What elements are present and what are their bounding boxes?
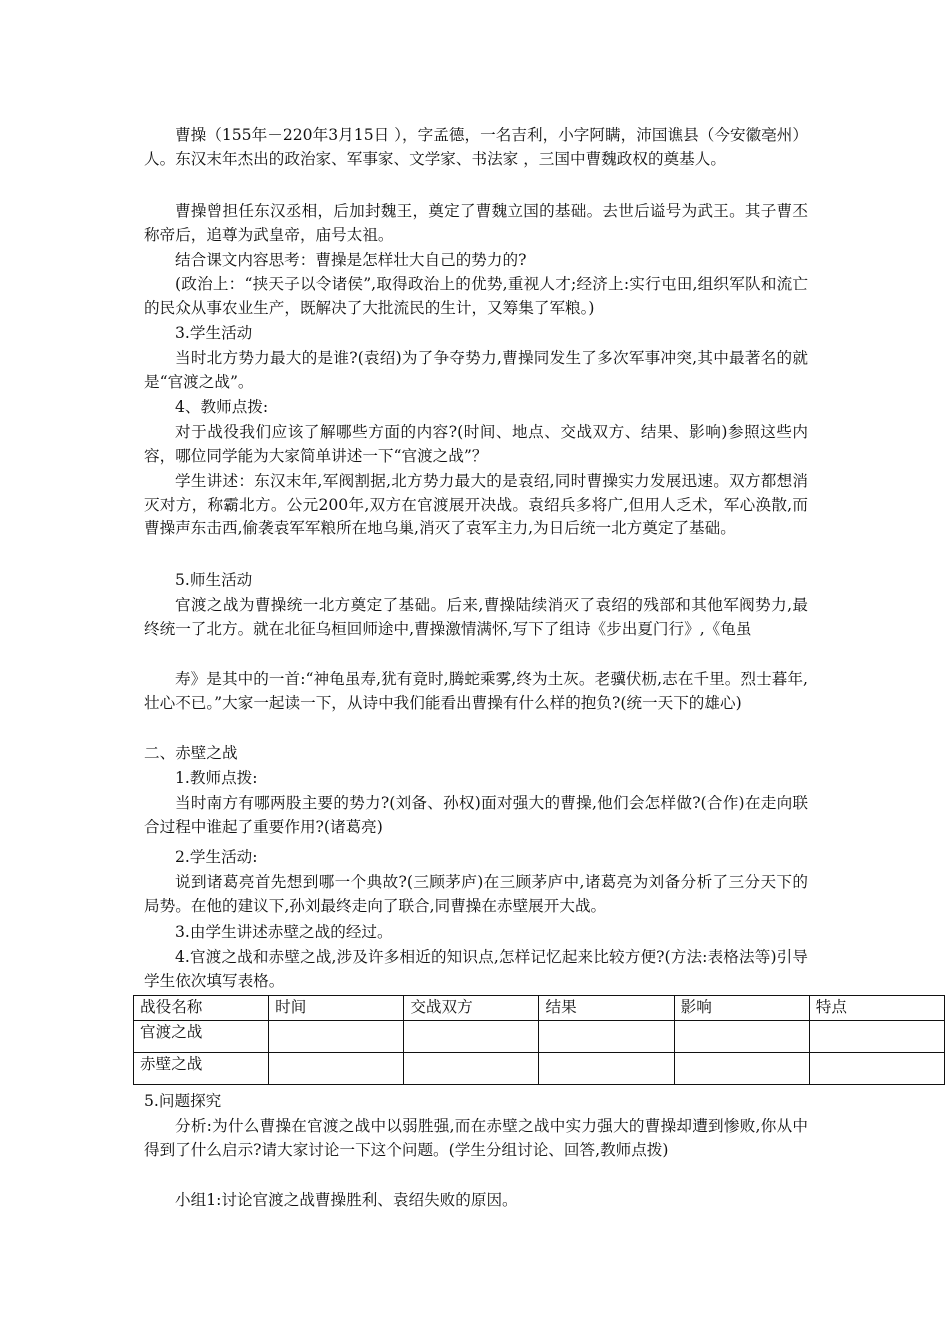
table-cell: 赤壁之战 <box>134 1053 269 1085</box>
heading-student-activity-2: 2.学生活动: <box>175 848 258 866</box>
paragraph-group-1: 小组1:讨论官渡之战曹操胜利、袁绍失败的原因。 <box>175 1191 518 1209</box>
table-row <box>134 1021 945 1053</box>
table-header-cell: 交战双方 <box>404 996 539 1021</box>
heading-teacher-guide-1: 1.教师点拨: <box>175 769 258 787</box>
heading-student-activity-3: 3.学生活动 <box>175 324 253 342</box>
paragraph-northern-power: 当时北方势力最大的是谁?(袁绍)为了争夺势力,曹操同发生了多次军事冲突,其中最著名的就是“官渡之战”。 <box>144 349 808 391</box>
table-cell <box>674 1021 809 1053</box>
table-cell <box>269 1053 404 1085</box>
paragraph-chibi-narration: 3.由学生讲述赤壁之战的经过。 <box>175 923 393 941</box>
paragraph-analysis-question: 分析:为什么曹操在官渡之战中以弱胜强,而在赤壁之战中实力强大的曹操却遭到惨败,你从中得到了什么启示?请大家讨论一下这个问题。(学生分组讨论、回答,教师点拨) <box>144 1117 808 1159</box>
paragraph-guandu-aftermath: 官渡之战为曹操统一北方奠定了基础。后来,曹操陆续消灭了袁绍的残部和其他军阀势力,最终统一了北方。就在北征乌桓回师途中,曹操激情满怀,写下了组诗《步出夏门行》,《龟虽 <box>144 596 808 638</box>
table-header-cell: 战役名称 <box>134 996 269 1021</box>
table-cell: 官渡之战 <box>134 1021 269 1053</box>
table-cell <box>539 1021 674 1053</box>
table-header-row <box>134 996 945 1021</box>
paragraph-student-narration: 学生讲述：东汉末年,军阀割据,北方势力最大的是袁绍,同时曹操实力发展迅速。双方都想消灭对方，称霸北方。公元200年,双方在官渡展开决战。袁绍兵多将广,但用人乏术，军心涣散,而曹操声东击西,偷袭袁军军粮所在地乌巢,消灭了袁军主力,为日后统一北方奠定了基础。 <box>144 472 808 538</box>
table-header-cell: 结果 <box>539 996 674 1021</box>
table-row <box>134 1053 945 1085</box>
table-cell <box>404 1021 539 1053</box>
heading-section-chibi: 二、赤壁之战 <box>144 744 238 762</box>
paragraph-three-visits: 说到诸葛亮首先想到哪一个典故?(三顾茅庐)在三顾茅庐中,诸葛亮为刘备分析了三分天下的局势。在他的建议下,孙刘最终走向了联合,同曹操在赤壁展开大战。 <box>144 873 808 915</box>
table-cell <box>404 1053 539 1085</box>
table-cell <box>674 1053 809 1085</box>
paragraph-cao-cao-titles: 曹操曾担任东汉丞相，后加封魏王，奠定了曹魏立国的基础。去世后谥号为武王。其子曹丕称帝后，追尊为武皇帝，庙号太祖。 <box>144 202 808 244</box>
table-cell <box>269 1021 404 1053</box>
heading-teacher-guide-4: 4、教师点拨: <box>175 398 269 416</box>
table-cell <box>809 1021 944 1053</box>
paragraph-southern-powers: 当时南方有哪两股主要的势力?(刘备、孙权)面对强大的曹操,他们会怎样做?(合作)在走向联合过程中谁起了重要作用?(诸葛亮) <box>144 794 808 836</box>
table-cell <box>539 1053 674 1085</box>
paragraph-table-method: 4.官渡之战和赤壁之战,涉及许多相近的知识点,怎样记忆起来比较方便?(方法:表格法等)引导学生依次填写表格。 <box>144 948 808 990</box>
paragraph-cao-cao-bio: 曹操（155年－220年3月15日 ），字孟德，一名吉利，小字阿瞒，沛国谯县（今安徽亳州）人。东汉末年杰出的政治家、军事家、文学家、书法家 ，三国中曹魏政权的奠基人。 <box>144 126 808 168</box>
table-header-cell: 特点 <box>809 996 944 1021</box>
paragraph-politics-answer: (政治上：“挟天子以令诸侯”,取得政治上的优势,重视人才;经济上:实行屯田,组织军队和流亡的民众从事农业生产，既解决了大批流民的生计，又筹集了军粮。) <box>144 275 808 317</box>
table-header-cell: 时间 <box>269 996 404 1021</box>
paragraph-think-question: 结合课文内容思考：曹操是怎样壮大自己的势力的? <box>175 251 527 269</box>
battle-comparison-table <box>133 995 945 1085</box>
paragraph-battle-aspects: 对于战役我们应该了解哪些方面的内容?(时间、地点、交战双方、结果、影响)参照这些内容，哪位同学能为大家简单讲述一下“官渡之战”？ <box>144 423 808 465</box>
heading-problem-inquiry-5: 5.问题探究 <box>144 1092 222 1110</box>
table-header-cell: 影响 <box>674 996 809 1021</box>
heading-teacher-student-activity-5: 5.师生活动 <box>175 571 253 589</box>
table-cell <box>809 1053 944 1085</box>
paragraph-poem: 寿》是其中的一首:“神龟虽寿,犹有竟时,腾蛇乘雾,终为土灰。老骥伏枥,志在千里。烈士暮年,壮心不已。”大家一起读一下，从诗中我们能看出曹操有什么样的抱负?(统一天下的雄心) <box>144 670 808 712</box>
